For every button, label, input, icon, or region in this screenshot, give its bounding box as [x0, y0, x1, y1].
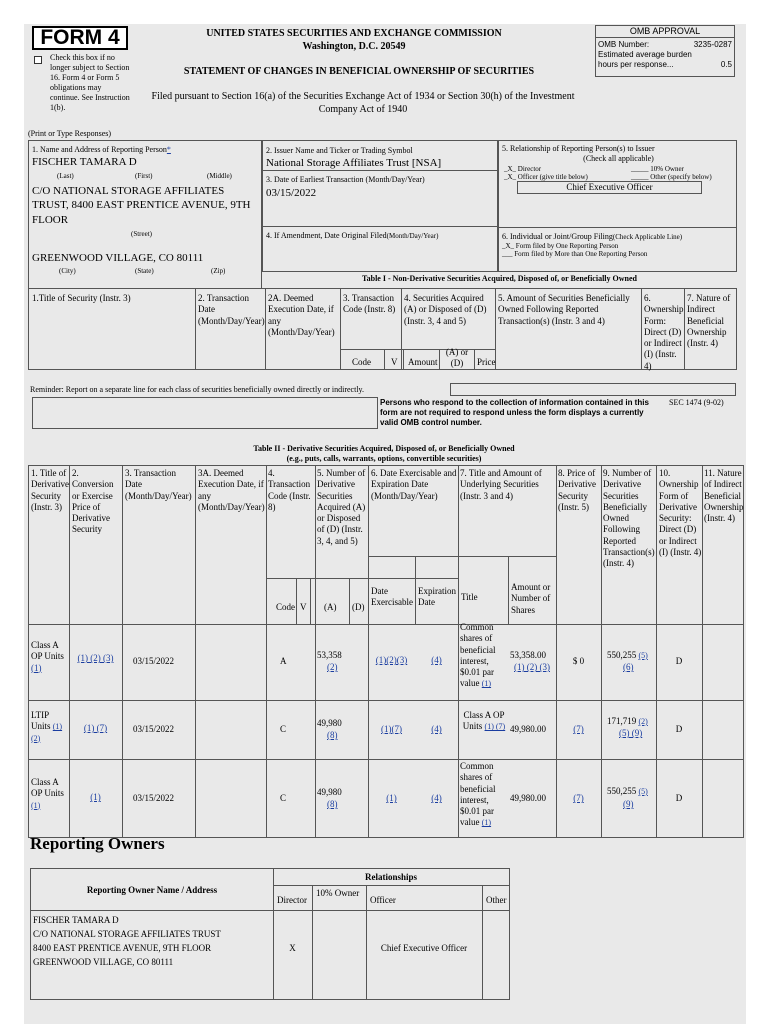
filed-pursuant: Filed pursuant to Section 16(a) of the Securities Exchange Act of 1934 or Section 30(h) of the Investment Company Act of 1940: [151, 91, 575, 115]
t2-row3-exp[interactable]: (4): [431, 793, 442, 803]
t1-col-title: 1.Title of Security (Instr. 3): [32, 293, 131, 303]
omb-number-label: OMB Number:: [598, 40, 650, 49]
reporting-owners-table: [30, 868, 510, 1000]
omb-title: OMB APPROVAL: [596, 26, 734, 38]
t2-row3-code: C: [280, 793, 287, 803]
ro-owner-line-4: GREENWOOD VILLAGE, CO 80111: [33, 957, 174, 967]
t2-row2-price[interactable]: (7): [573, 724, 584, 734]
t2-row3-u-amount: 49,980.00: [510, 793, 546, 803]
t2-row3-owned-fn1[interactable]: (5): [638, 787, 648, 796]
reminder-box: [450, 383, 736, 396]
omb-burden-label: Estimated average burden: [598, 50, 692, 59]
t2-row2-conv[interactable]: (1) (7): [83, 723, 108, 733]
reminder-text: Reminder: Report on a separate line for each class of securities beneficially owned directly or indirectly.: [30, 385, 365, 394]
t2-row3-title: Class A OP Units (1): [31, 777, 64, 810]
box1-label: 1. Name and Address of Reporting Person: [32, 145, 167, 154]
t2-row3-u-title-fn[interactable]: (1): [481, 818, 492, 828]
agency-line1: UNITED STATES SECURITIES AND EXCHANGE COMMISSION: [206, 28, 502, 39]
t2-h3: 3. Transaction Date (Month/Day/Year): [125, 468, 192, 501]
first-label: (First): [135, 172, 153, 180]
t2-row3-form: D: [675, 793, 683, 803]
reporting-owners-heading: Reporting Owners: [30, 834, 165, 853]
table1-non-derivative: [28, 288, 737, 370]
t1-col-date: 2. Transaction Date (Month/Day/Year): [198, 293, 265, 326]
t2-h6: 6. Date Exercisable and Expiration Date (Month/Day/Year): [371, 468, 457, 501]
omb-hours-value: 0.5: [720, 60, 732, 69]
other-option: _____ Other (specify below): [631, 173, 712, 181]
box3-label: 3. Date of Earliest Transaction (Month/Day/Year): [266, 175, 425, 184]
t2-sub-date-exercisable: Date Exercisable: [371, 586, 413, 608]
ro-col-other: Other: [486, 895, 507, 905]
t2-row1-u-title-fn[interactable]: (1): [481, 679, 492, 689]
print-or-type: (Print or Type Responses): [28, 129, 112, 138]
box5-sub: (Check all applicable): [583, 154, 654, 163]
t2-h4: 4. Transaction Code (Instr. 8): [268, 468, 311, 512]
t1-sub-price: Price: [477, 357, 496, 367]
omb-approval-box: [595, 25, 735, 77]
t2-h7: 7. Title and Amount of Underlying Securities (Instr. 3 and 4): [460, 468, 542, 501]
t2-row1-u-amount: 53,358.00: [510, 650, 546, 660]
t2-row2-owned-fn2[interactable]: (5) (9): [619, 728, 643, 738]
box5-relationship: [498, 140, 737, 228]
no-longer-subject-checkbox[interactable]: [34, 56, 42, 64]
t2-row2-a: 49,980: [317, 718, 342, 728]
persons-notice: Persons who respond to the collection of information contained in this form are not required to respond unless the form displays a currently valid OMB control number.: [380, 398, 649, 427]
t2-sub-d: (D): [352, 602, 365, 612]
t2-row3-price[interactable]: (7): [573, 793, 584, 803]
t2-row1-owned: 550,255: [607, 650, 637, 660]
t2-row3-a-fn[interactable]: (8): [327, 799, 338, 809]
sec-code: SEC 1474 (9-02): [669, 398, 724, 407]
earliest-transaction-date: 03/15/2022: [266, 187, 317, 199]
t2-row1-title: Class A OP Units (1): [31, 640, 64, 673]
t2-row1-date-ex[interactable]: (1)(2)(3): [375, 655, 408, 665]
check-box-text: Check this box if no longer subject to Section 16. Form 4 or Form 5 obligations may continue. See Instruction 1(b).: [50, 53, 130, 112]
t2-row2-code: C: [280, 724, 287, 734]
table2-derivative: [28, 465, 744, 838]
street-address: C/O NATIONAL STORAGE AFFILIATES TRUST, 8400 EAST PRENTICE AVENUE, 9TH FLOOR: [32, 185, 251, 226]
t1-sub-a-or-d: (A) or (D): [445, 347, 469, 369]
box6-label-small: (Check Applicable Line): [612, 233, 683, 241]
street-label: (Street): [131, 230, 152, 238]
ro-officer-title: Chief Executive Officer: [380, 943, 468, 953]
ro-col-10-owner: 10% Owner: [316, 888, 360, 898]
city-state-zip: GREENWOOD VILLAGE, CO 80111: [32, 252, 204, 264]
table2-subtitle: (e.g., puts, calls, warrants, options, convertible securities): [286, 454, 482, 463]
t2-row1-code: A: [280, 656, 287, 666]
middle-label: (Middle): [207, 172, 232, 180]
t2-row1-owned-fn2[interactable]: (6): [623, 662, 634, 672]
t2-row1-price: $ 0: [572, 656, 585, 666]
t2-row3-a: 49,980: [317, 787, 342, 797]
t2-row3-owned: 550,255: [607, 786, 637, 796]
t2-h10: 10. Ownership Form of Derivative Security: Direct (D) or Indirect (I) (Instr. 4): [659, 468, 702, 557]
t2-h2: 2. Conversion or Exercise Price of Derivative Security: [72, 468, 114, 535]
t1-col-code: 3. Transaction Code (Instr. 8): [343, 293, 396, 315]
t2-row1-exp[interactable]: (4): [431, 655, 442, 665]
t2-row2-owned-fn1[interactable]: (2): [638, 717, 648, 726]
box6-label: 6. Individual or Joint/Group Filing: [502, 232, 613, 241]
t2-row3-owned-fn2[interactable]: (9): [623, 799, 634, 809]
director-option: _X_ Director: [504, 165, 542, 173]
t2-row2-exp[interactable]: (4): [431, 724, 442, 734]
city-label: (City): [59, 267, 76, 275]
t1-col-ownership: 6. Ownership Form: Direct (D) or Indirect (I) (Instr. 4): [644, 293, 684, 371]
t2-row1-date: 03/15/2022: [133, 656, 175, 666]
form-4-document: [24, 24, 746, 1024]
reporting-person-name: FISCHER TAMARA D: [32, 156, 137, 168]
officer-title: Chief Executive Officer: [517, 181, 702, 194]
t1-col-amount: 5. Amount of Securities Beneficially Owned Following Reported Transaction(s) (Instr. 3 and 4): [498, 293, 630, 326]
t2-h5: 5. Number of Derivative Securities Acquired (A) or Disposed of (D) (Instr. 3, 4, and 5): [317, 468, 366, 546]
filing-option-more: ___ Form filed by More than One Reporting Person: [502, 250, 648, 258]
t2-row1-owned-fn1[interactable]: (5): [638, 651, 648, 660]
t2-h8: 8. Price of Derivative Security (Instr. 5): [558, 468, 596, 512]
t2-row2-owned: 171,719: [607, 716, 637, 726]
form-title: FORM 4: [32, 26, 128, 50]
omb-hours-label: hours per response...: [598, 60, 674, 69]
t2-h9: 9. Number of Derivative Securities Beneficially Owned Following Reported Transaction(s) (Instr. 4): [603, 468, 655, 568]
table1-title: Table I - Non-Derivative Securities Acquired, Disposed of, or Beneficially Owned: [362, 274, 637, 283]
t2-row2-u-amount: 49,980.00: [510, 724, 546, 734]
t2-row3-date: 03/15/2022: [133, 793, 175, 803]
box3-earliest-date: [262, 170, 498, 227]
t1-sub-amount: Amount: [408, 357, 438, 367]
t2-row3-u-title: Common shares of beneficial interest, $0.01 par value: [460, 761, 496, 828]
t2-row1-form: D: [675, 656, 683, 666]
ro-col-name: Reporting Owner Name / Address: [86, 885, 218, 895]
box6-filing: [498, 227, 737, 272]
box2-label: 2. Issuer Name and Ticker or Trading Symbol: [266, 146, 413, 155]
statement-title: STATEMENT OF CHANGES IN BENEFICIAL OWNERSHIP OF SECURITIES: [183, 66, 535, 77]
t2-h3a: 3A. Deemed Execution Date, if any (Month/Day/Year): [198, 468, 265, 512]
t2-sub-a: (A): [324, 602, 337, 612]
t2-row1-a-fn[interactable]: (2): [327, 662, 338, 672]
t1-col-nature: 7. Nature of Indirect Beneficial Ownership (Instr. 4): [687, 293, 731, 348]
t2-sub-expiration: Expiration Date: [418, 586, 456, 608]
ten-percent-owner-option: _____ 10% Owner: [631, 165, 684, 173]
t1-sub-code: Code: [352, 357, 371, 367]
t2-row3-conv[interactable]: (1): [90, 792, 101, 802]
t2-h1: 1. Title of Derivative Security (Instr. 3): [31, 468, 69, 512]
t2-row1-u-title: Common shares of beneficial interest, $0.01 par value: [460, 622, 496, 689]
ro-col-relationships: Relationships: [364, 872, 417, 882]
t2-row1-conv[interactable]: (1) (2) (3): [77, 653, 114, 663]
zip-label: (Zip): [211, 267, 226, 275]
t2-row2-title: LTIP Units (1) (2): [31, 710, 63, 743]
blank-box: [32, 397, 378, 429]
t2-row2-u-title-fn[interactable]: (1) (7): [484, 722, 506, 732]
last-label: (Last): [57, 172, 74, 180]
state-label: (State): [135, 267, 154, 275]
t1-sub-v: V: [391, 357, 398, 367]
t2-h11: 11. Nature of Indirect Beneficial Ownership (Instr. 4): [704, 468, 744, 523]
ro-col-officer: Officer: [370, 895, 396, 905]
box1-label-mark[interactable]: *: [166, 145, 171, 154]
ro-col-director: Director: [277, 895, 307, 905]
issuer-name: National Storage Affiliates Trust [NSA]: [266, 157, 442, 169]
filing-option-one: _X_ Form filed by One Reporting Person: [502, 242, 619, 250]
t2-row2-a-fn[interactable]: (8): [327, 730, 338, 740]
t2-sub-amount: Amount or Number of Shares: [511, 582, 551, 615]
officer-option: _X_ Officer (give title below): [504, 173, 588, 181]
box5-label: 5. Relationship of Reporting Person(s) to Issuer: [502, 144, 655, 153]
t2-row2-date-ex[interactable]: (1)(7): [381, 724, 402, 734]
t2-sub-v: V: [300, 602, 307, 612]
ro-owner-line-2: C/O NATIONAL STORAGE AFFILIATES TRUST: [33, 929, 221, 939]
box1-reporting-person: [28, 140, 262, 289]
t2-sub-title: Title: [461, 592, 478, 602]
box4-label-small: (Month/Day/Year): [386, 232, 439, 240]
t2-row2-form: D: [675, 724, 683, 734]
t2-row1-u-amount-fn[interactable]: (1) (2) (3): [514, 662, 550, 672]
agency-line2: Washington, D.C. 20549: [302, 41, 406, 52]
t2-row3-date-ex[interactable]: (1): [386, 793, 397, 803]
ro-owner-line-1: FISCHER TAMARA D: [33, 915, 119, 925]
t2-row1-a: 53,358: [317, 650, 342, 660]
t1-col-deemed: 2A. Deemed Execution Date, if any (Month/Day/Year): [268, 293, 335, 337]
ro-director-mark: X: [289, 943, 296, 953]
omb-number-value: 3235-0287: [693, 40, 732, 49]
box4-amendment: [262, 226, 498, 272]
box4-label: 4. If Amendment, Date Original Filed: [266, 231, 387, 240]
ro-owner-line-3: 8400 EAST PRENTICE AVENUE, 9TH FLOOR: [33, 943, 212, 953]
t2-sub-code: Code: [276, 602, 295, 612]
t2-row2-u-title: Class A OP Units: [462, 710, 505, 732]
t1-col-acquired: 4. Securities Acquired (A) or Disposed of (D) (Instr. 3, 4 and 5): [404, 293, 487, 326]
table2-title: Table II - Derivative Securities Acquired, Disposed of, or Beneficially Owned: [253, 444, 515, 453]
box2-issuer: [262, 140, 498, 171]
t2-row2-date: 03/15/2022: [133, 724, 175, 734]
